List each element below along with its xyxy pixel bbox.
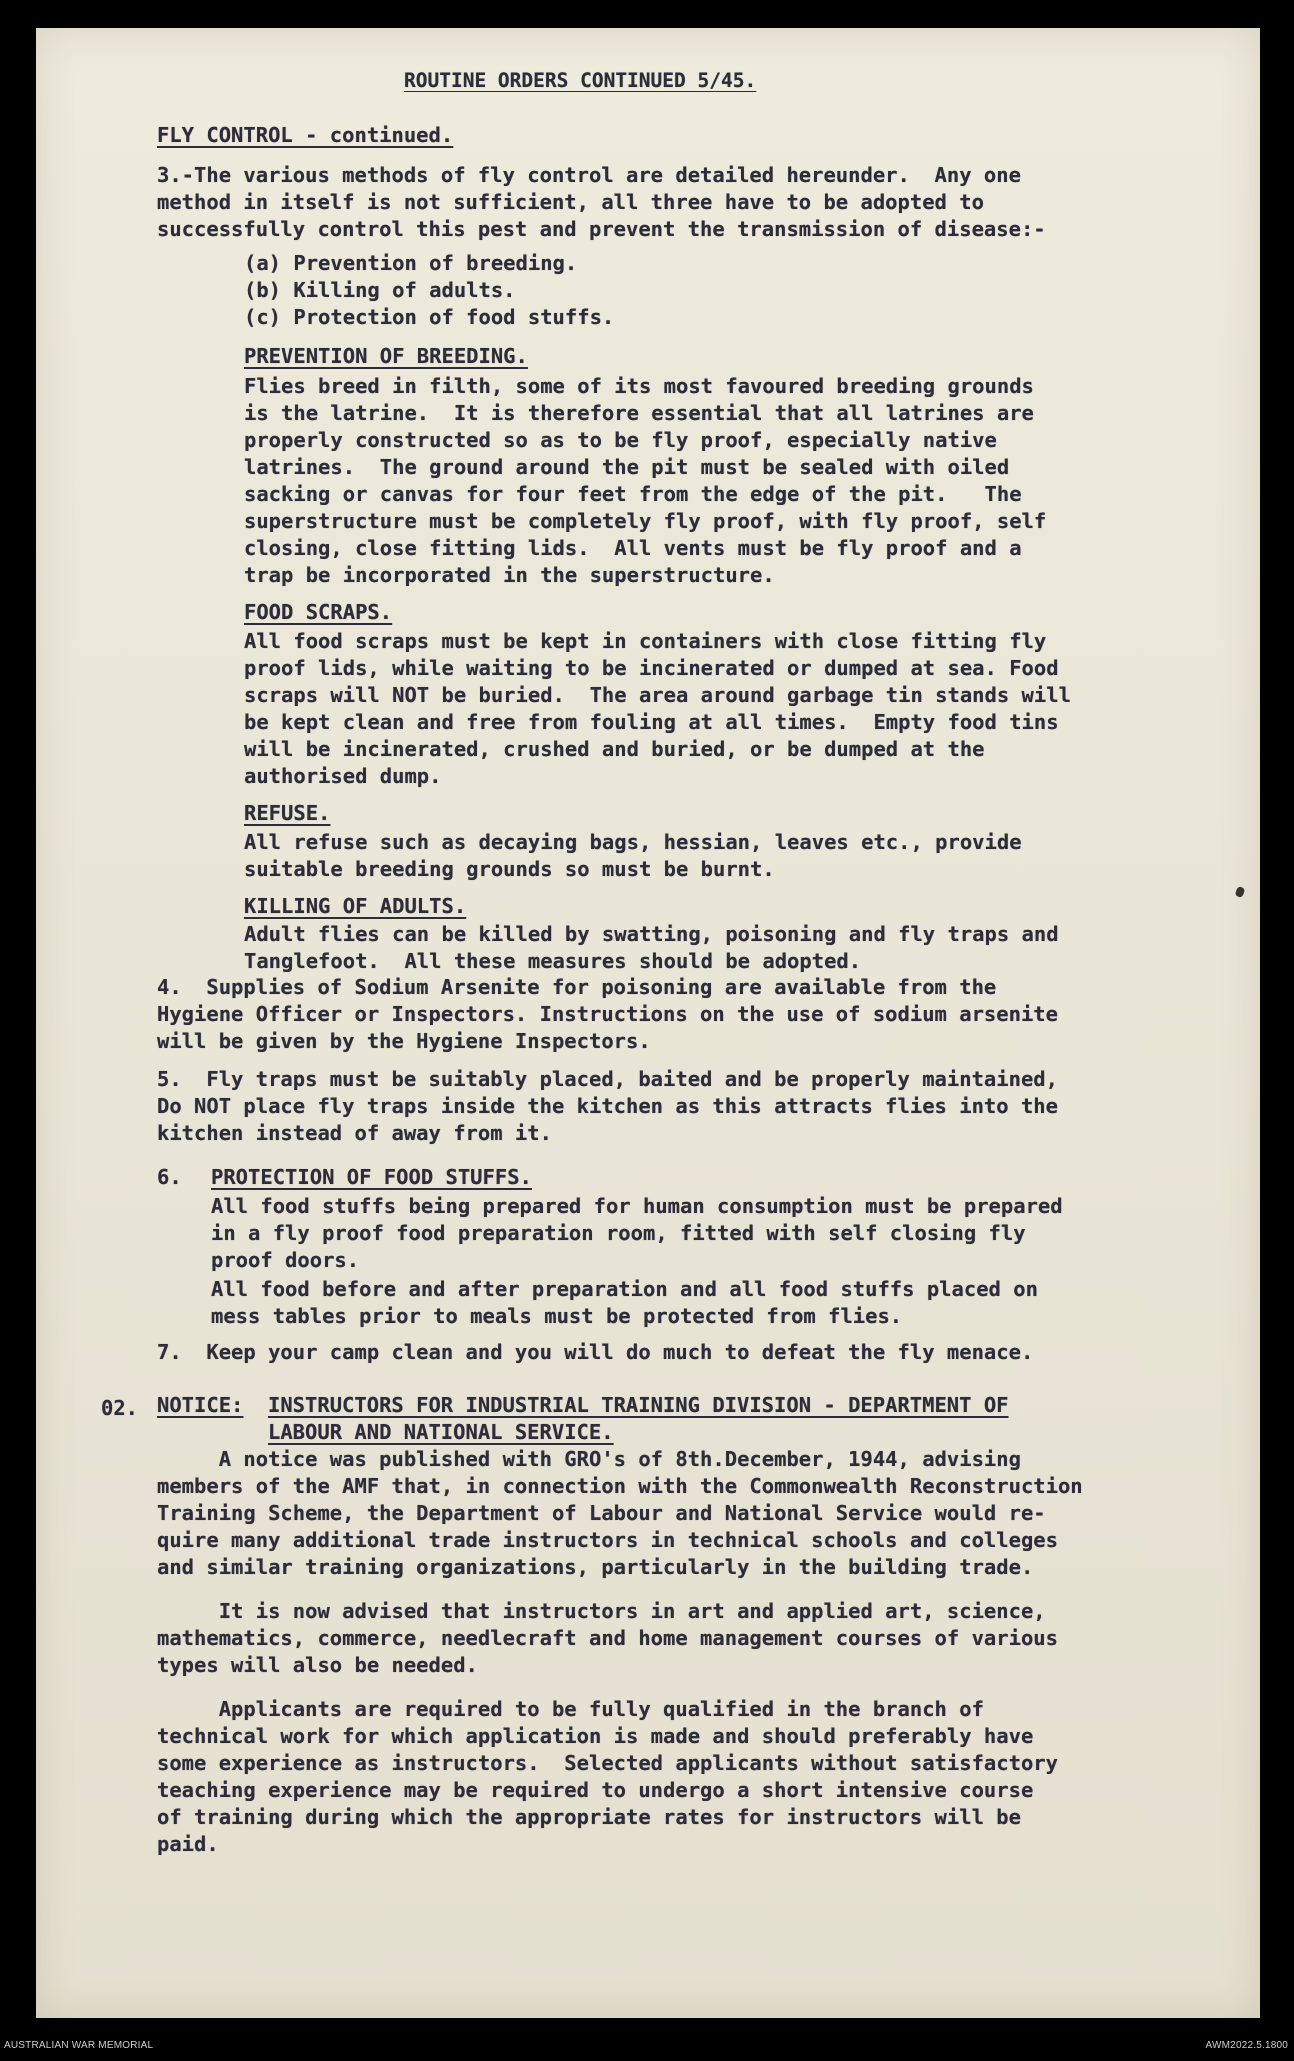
paragraph-line: closing, close fitting lids. All vents must be fly proof and a [244, 536, 1022, 560]
paragraph-line: be kept clean and free from fouling at all times. Empty food tins [244, 710, 1059, 734]
notice-label: NOTICE: [157, 1393, 244, 1417]
section-heading-fly-control: FLY CONTROL - continued. [157, 123, 454, 147]
paragraph-line: suitable breeding grounds so must be burnt. [244, 857, 775, 881]
paragraph-line: 3.-The various methods of fly control are detailed hereunder. Any one [157, 163, 1021, 187]
subheading-prevention-of-breeding: PREVENTION OF BREEDING. [244, 344, 528, 368]
subheading-refuse: REFUSE. [244, 801, 331, 825]
paragraph-line: proof lids, while waiting to be incinerated or dumped at sea. Food [244, 656, 1059, 680]
paragraph-line: mathematics, commerce, needlecraft and home management courses of various [157, 1626, 1058, 1650]
paragraph-line: will be given by the Hygiene Inspectors. [157, 1029, 651, 1053]
paragraph-line: teaching experience may be required to undergo a short intensive course [157, 1778, 1034, 1802]
method-list-item: (b) Killing of adults. [244, 278, 516, 302]
paragraph-number: 6. [157, 1165, 182, 1189]
subheading-killing-of-adults: KILLING OF ADULTS. [244, 894, 467, 918]
subheading-food-scraps: FOOD SCRAPS. [244, 600, 393, 624]
paragraph-line: proof doors. [211, 1248, 360, 1272]
paragraph-line: of training during which the appropriate rates for instructors will be [157, 1805, 1021, 1829]
paragraph-line: technical work for which application is made and should preferably have [157, 1724, 1034, 1748]
paragraph-line: quire many additional trade instructors in technical schools and colleges [157, 1528, 1058, 1552]
paragraph-line: 5. Fly traps must be suitably placed, baited and be properly maintained, [157, 1067, 1058, 1091]
paragraph-line: in a fly proof food preparation room, fitted with self closing fly [211, 1221, 1026, 1245]
paragraph-line: Tanglefoot. All these measures should be adopted. [244, 949, 862, 973]
subheading-protection-of-food-stuffs: PROTECTION OF FOOD STUFFS. [211, 1165, 532, 1189]
page-title: ROUTINE ORDERS CONTINUED 5/45. [404, 69, 757, 92]
paragraph-line: successfully control this pest and prevent the transmission of disease:- [157, 217, 1046, 241]
paragraph-line: Adult flies can be killed by swatting, poisoning and fly traps and [244, 922, 1059, 946]
paragraph-line: Flies breed in filth, some of its most favoured breeding grounds [244, 374, 1034, 398]
paragraph-line: Applicants are required to be fully qualified in the branch of [157, 1697, 984, 1721]
paragraph-line: latrines. The ground around the pit must be sealed with oiled [244, 455, 1010, 479]
paragraph-line: Training Scheme, the Department of Labour and National Service would re- [157, 1501, 1046, 1525]
paragraph-line: members of the AMF that, in connection with the Commonwealth Reconstruction [157, 1474, 1083, 1498]
paragraph-line: trap be incorporated in the superstructure. [244, 563, 775, 587]
archive-credit: AUSTRALIAN WAR MEMORIAL [4, 2040, 154, 2051]
paragraph-line: scraps will NOT be buried. The area around garbage tin stands will [244, 683, 1071, 707]
paragraph-line: method in itself is not sufficient, all three have to be adopted to [157, 190, 984, 214]
paragraph-line: All food scraps must be kept in containers with close fitting fly [244, 629, 1047, 653]
paragraph-line: some experience as instructors. Selected applicants without satisfactory [157, 1751, 1058, 1775]
paragraph-line: paid. [157, 1832, 219, 1856]
paragraph-line: It is now advised that instructors in art and applied art, science, [157, 1599, 1046, 1623]
paragraph-line: types will also be needed. [157, 1653, 478, 1677]
paragraph-line: kitchen instead of away from it. [157, 1121, 552, 1145]
paragraph-line: All refuse such as decaying bags, hessian, leaves etc., provide [244, 830, 1022, 854]
paragraph-line: and similar training organizations, particularly in the building trade. [157, 1555, 1034, 1579]
paragraph-line: properly constructed so as to be fly proof, especially native [244, 428, 997, 452]
method-list-item: (c) Protection of food stuffs. [244, 305, 615, 329]
paragraph-line: authorised dump. [244, 764, 442, 788]
notice-number: 02. [101, 1396, 139, 1420]
paragraph-line: Do NOT place fly traps inside the kitchen as this attracts flies into the [157, 1094, 1058, 1118]
paragraph-line: All food stuffs being prepared for human consumption must be prepared [211, 1194, 1063, 1218]
method-list-item: (a) Prevention of breeding. [244, 251, 578, 275]
paragraph-line: superstructure must be completely fly proof, with fly proof, self [244, 509, 1047, 533]
paragraph-line: sacking or canvas for four feet from the edge of the pit. The [244, 482, 1022, 506]
paragraph-line: mess tables prior to meals must be protected from flies. [211, 1304, 903, 1328]
notice-title-line: LABOUR AND NATIONAL SERVICE. [268, 1420, 614, 1444]
paragraph-line: is the latrine. It is therefore essential that all latrines are [244, 401, 1034, 425]
paragraph-line: Hygiene Officer or Inspectors. Instructions on the use of sodium arsenite [157, 1002, 1058, 1026]
paragraph-line: All food before and after preparation and all food stuffs placed on [211, 1277, 1038, 1301]
archive-reference: AWM2022.5.1800 [1205, 2040, 1288, 2051]
notice-title-line: INSTRUCTORS FOR INDUSTRIAL TRAINING DIVISION - DEPARTMENT OF [268, 1393, 1009, 1417]
paragraph-line: 4. Supplies of Sodium Arsenite for poisoning are available from the [157, 975, 997, 999]
paragraph-line: will be incinerated, crushed and buried, or be dumped at the [244, 737, 985, 761]
paragraph-line: A notice was published with GRO's of 8th.December, 1944, advising [157, 1447, 1021, 1471]
paragraph-line: 7. Keep your camp clean and you will do much to defeat the fly menace. [157, 1340, 1034, 1364]
